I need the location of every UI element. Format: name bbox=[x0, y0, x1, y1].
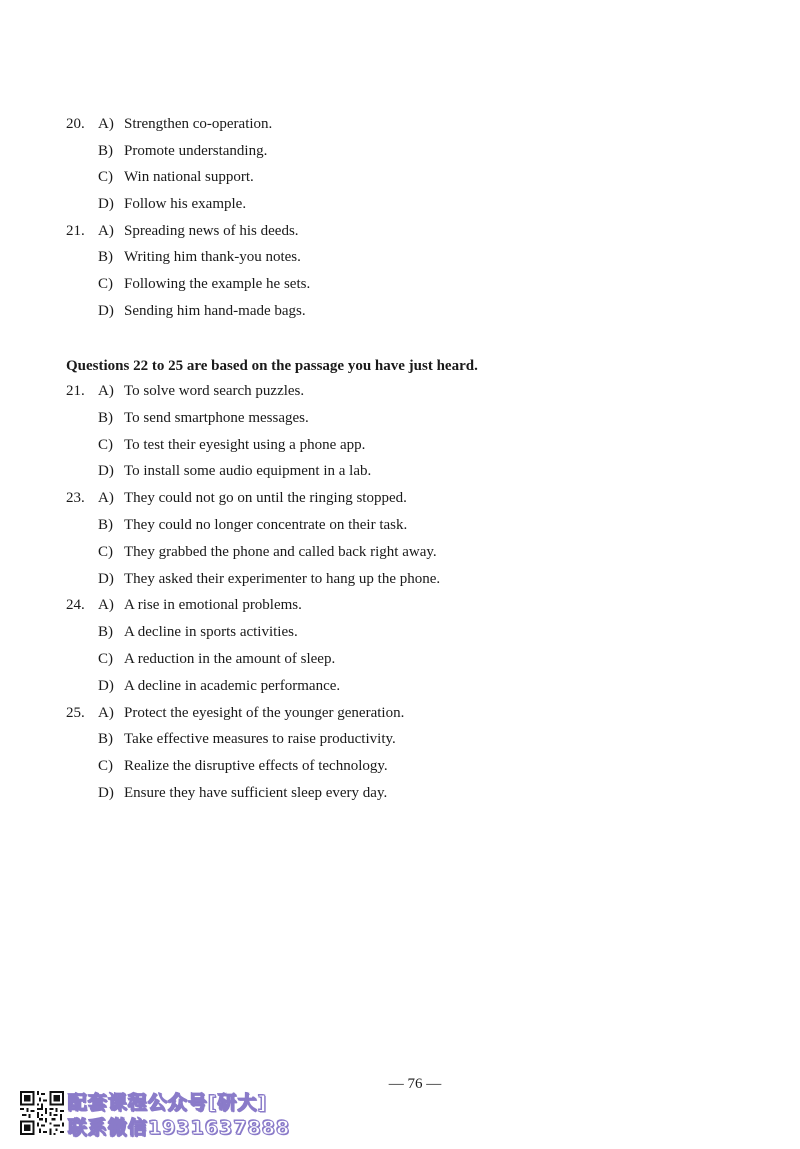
answer-option bbox=[98, 167, 254, 187]
option-letter: C) bbox=[98, 437, 113, 453]
answer-option bbox=[98, 649, 335, 669]
watermark-line-2: 联系微信1931637888 bbox=[68, 1117, 291, 1139]
option-text: Take effective measures to raise productivity. bbox=[124, 731, 396, 747]
answer-option bbox=[98, 515, 407, 535]
question-number: 23. bbox=[66, 490, 85, 506]
answer-option bbox=[98, 381, 304, 401]
option-text: They grabbed the phone and called back right away. bbox=[124, 544, 437, 560]
answer-option bbox=[98, 114, 272, 134]
answer-option bbox=[98, 729, 396, 749]
option-letter: C) bbox=[98, 651, 113, 667]
option-text: Follow his example. bbox=[124, 196, 247, 212]
option-text: They could no longer concentrate on their task. bbox=[124, 517, 408, 533]
option-letter: D) bbox=[98, 303, 114, 319]
option-text: To send smartphone messages. bbox=[124, 410, 309, 426]
answer-option bbox=[98, 488, 407, 508]
option-letter: D) bbox=[98, 463, 114, 479]
answer-option bbox=[98, 247, 301, 267]
option-text: Promote understanding. bbox=[124, 143, 268, 159]
option-text: Win national support. bbox=[124, 169, 254, 185]
answer-option bbox=[98, 221, 299, 241]
answer-option bbox=[98, 194, 246, 214]
option-text: A decline in sports activities. bbox=[124, 624, 298, 640]
section-heading: Questions 22 to 25 are based on the passage you have just heard. bbox=[66, 358, 478, 374]
answer-option bbox=[98, 141, 267, 161]
option-text: To install some audio equipment in a lab. bbox=[124, 463, 372, 479]
option-text: A decline in academic performance. bbox=[124, 678, 341, 694]
question-number: 21. bbox=[66, 223, 85, 239]
option-letter: D) bbox=[98, 571, 114, 587]
option-letter: B) bbox=[98, 249, 113, 265]
question-number: 21. bbox=[66, 383, 85, 399]
option-letter: A) bbox=[98, 383, 114, 399]
question-number: 25. bbox=[66, 705, 85, 721]
option-letter: D) bbox=[98, 196, 114, 212]
option-letter: C) bbox=[98, 544, 113, 560]
option-letter: B) bbox=[98, 624, 113, 640]
answer-option bbox=[98, 408, 309, 428]
answer-option bbox=[98, 274, 310, 294]
answer-option bbox=[98, 783, 387, 803]
answer-option bbox=[98, 676, 340, 696]
option-letter: C) bbox=[98, 758, 113, 774]
answer-option bbox=[98, 756, 388, 776]
option-text: A rise in emotional problems. bbox=[124, 597, 302, 613]
qr-code-icon bbox=[20, 1091, 64, 1135]
option-letter: C) bbox=[98, 276, 113, 292]
option-letter: B) bbox=[98, 410, 113, 426]
option-letter: B) bbox=[98, 731, 113, 747]
option-letter: B) bbox=[98, 143, 113, 159]
answer-option bbox=[98, 435, 365, 455]
option-letter: A) bbox=[98, 490, 114, 506]
answer-option bbox=[98, 703, 404, 723]
page-number: — 76 — bbox=[388, 1076, 442, 1092]
option-text: Following the example he sets. bbox=[124, 276, 311, 292]
option-text: Ensure they have sufficient sleep every day. bbox=[124, 785, 388, 801]
watermark-line-1: 配套课程公众号[研大] bbox=[68, 1092, 268, 1114]
option-letter: A) bbox=[98, 705, 114, 721]
option-text: Spreading news of his deeds. bbox=[124, 223, 299, 239]
answer-option bbox=[98, 595, 302, 615]
option-letter: C) bbox=[98, 169, 113, 185]
answer-option bbox=[98, 622, 298, 642]
option-text: Realize the disruptive effects of technology. bbox=[124, 758, 388, 774]
option-text: They asked their experimenter to hang up the phone. bbox=[124, 571, 441, 587]
option-text: Protect the eyesight of the younger generation. bbox=[124, 705, 405, 721]
option-letter: D) bbox=[98, 785, 114, 801]
answer-option bbox=[98, 542, 437, 562]
option-letter: A) bbox=[98, 597, 114, 613]
option-text: To test their eyesight using a phone app. bbox=[124, 437, 366, 453]
answer-option bbox=[98, 301, 306, 321]
answer-option bbox=[98, 569, 440, 589]
answer-option bbox=[98, 461, 371, 481]
option-letter: B) bbox=[98, 517, 113, 533]
question-number: 24. bbox=[66, 597, 85, 613]
option-letter: A) bbox=[98, 223, 114, 239]
option-text: Writing him thank-you notes. bbox=[124, 249, 301, 265]
question-number: 20. bbox=[66, 116, 85, 132]
option-text: They could not go on until the ringing stopped. bbox=[124, 490, 407, 506]
option-letter: D) bbox=[98, 678, 114, 694]
option-text: To solve word search puzzles. bbox=[124, 383, 305, 399]
option-text: Sending him hand-made bags. bbox=[124, 303, 306, 319]
option-text: Strengthen co-operation. bbox=[124, 116, 273, 132]
option-text: A reduction in the amount of sleep. bbox=[124, 651, 336, 667]
option-letter: A) bbox=[98, 116, 114, 132]
